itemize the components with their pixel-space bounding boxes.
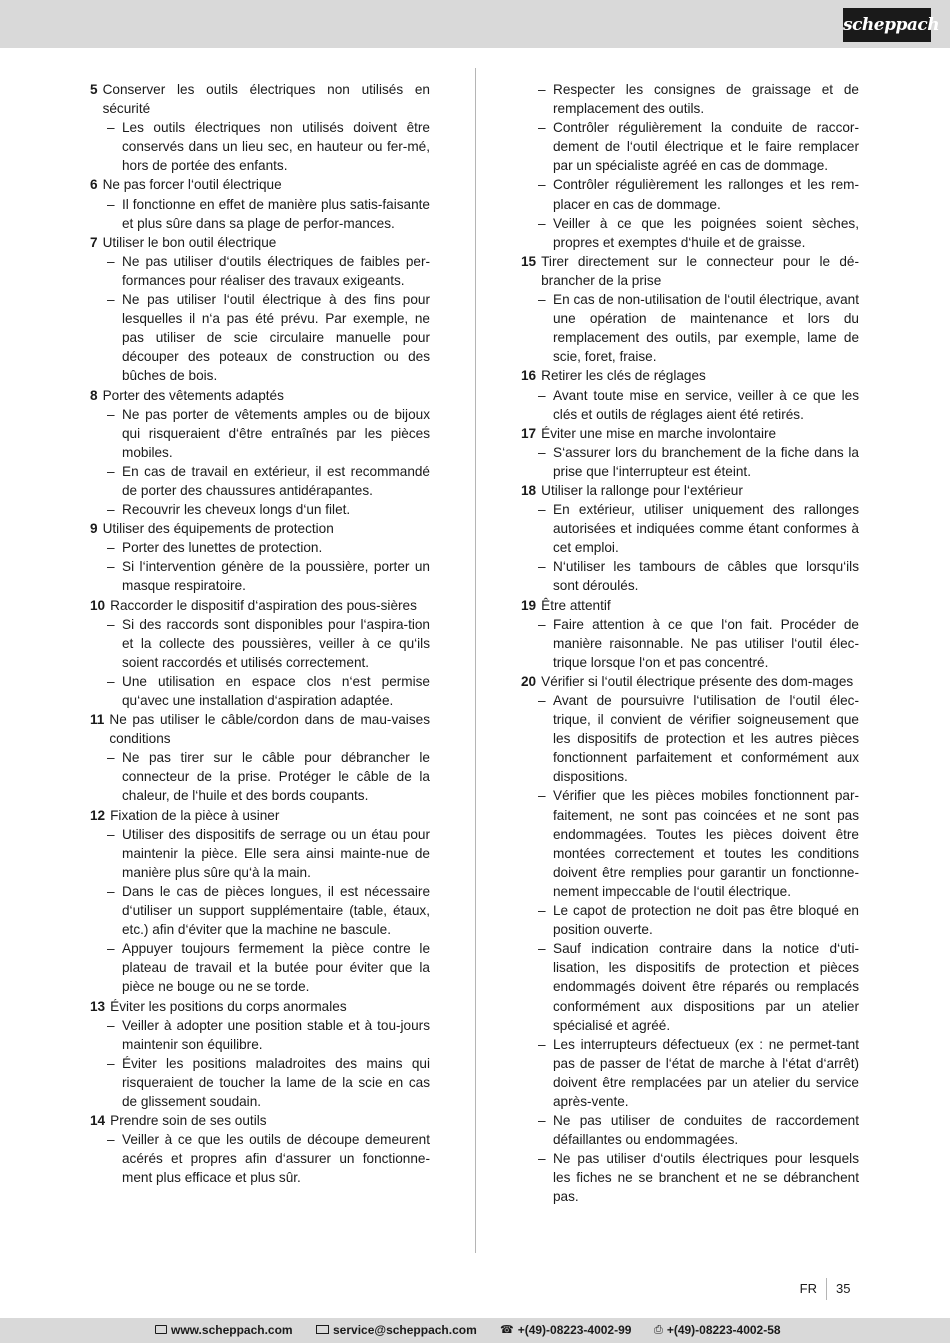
section-number: 10 (90, 597, 106, 613)
section-number: 16 (521, 368, 537, 384)
list-item-text: Éviter les positions maladroites des mains qui risqueraient de toucher la lame de la scie en cas de glissement soudain. (122, 1055, 430, 1109)
list-item-text: Sauf indication contraire dans la notice d‘uti-lisation, les dispositifs de protection et pièces endommagés doivent être réparés ou remplacés conformément aux dispositions par un atelier spécialisé et agréé. (553, 941, 859, 1033)
section-title: Éviter une mise en marche involontaire (541, 425, 777, 441)
dash-bullet: – (107, 120, 115, 136)
list-item-text: Ne pas tirer sur le câble pour débrancher le connecteur de la prise. Protéger le câble de la chaleur, de l‘huile et des bords coupants. (122, 750, 430, 804)
monitor-icon (155, 1325, 167, 1334)
phone-number: +(49)-08223-4002-99 (517, 1323, 632, 1337)
website-contact[interactable] (155, 1318, 293, 1343)
phone-contact (500, 1318, 631, 1343)
list-item (538, 615, 859, 672)
list-item (107, 939, 430, 996)
safety-section (90, 233, 430, 386)
safety-section (90, 386, 430, 520)
safety-section (521, 481, 859, 596)
section-number: 19 (521, 597, 537, 613)
dash-bullet: – (107, 502, 115, 518)
fax-contact (654, 1318, 781, 1343)
list-item-text: En cas de non-utilisation de l‘outil électrique, avant une opération de maintenance et lors du remplacement des outils, par exemple, lame de scie, foret, fraise. (553, 292, 859, 365)
safety-section (521, 366, 859, 423)
list-item-text: En cas de travail en extérieur, il est recommandé de porter des chaussures antidérapantes. (122, 463, 430, 498)
list-item-text: Utiliser des dispositifs de serrage ou un étau pour maintenir la pièce. Elle sera ainsi mainte-nue de manière plus sûre qu‘à la main. (122, 826, 430, 880)
section-title: Conserver les outils électriques non utilisés en sécurité (102, 82, 430, 117)
dash-bullet: – (538, 941, 546, 957)
dash-bullet: – (107, 750, 115, 766)
list-item (107, 195, 430, 233)
list-item-text: Veiller à ce que les outils de découpe demeurent acérés et propres afin d‘assurer un fonctionne-ment plus efficace et plus sûr. (122, 1132, 430, 1186)
list-item (538, 443, 859, 481)
list-item-text: Avant toute mise en service, veiller à ce que les clés et outils de réglages aient été retirés. (553, 387, 859, 422)
dash-bullet: – (538, 693, 546, 708)
list-item (107, 118, 430, 175)
list-item (107, 882, 430, 939)
dash-bullet: – (107, 1132, 115, 1148)
section-heading (90, 519, 430, 538)
section-number: 6 (90, 177, 98, 193)
section-heading (90, 80, 430, 118)
language-label: FR (799, 1281, 817, 1296)
list-item (107, 290, 430, 385)
dash-bullet: – (538, 1036, 546, 1052)
dash-bullet: – (538, 215, 546, 231)
section-number: 5 (90, 82, 98, 97)
list-item (538, 691, 859, 786)
list-item-text: Appuyer toujours fermement la pièce contre le plateau de travail et la butée pour éviter que la pièce ne bouge ou ne se torde. (122, 941, 430, 995)
dash-bullet: – (107, 941, 115, 957)
safety-section (521, 424, 859, 481)
list-item-text: Veiller à ce que les poignées soient sèches, propres et exemptes d‘huile et de graisse. (553, 215, 859, 250)
safety-section (521, 252, 859, 367)
section-title: Ne pas forcer l‘outil électrique (102, 177, 282, 193)
list-item (538, 214, 859, 252)
section-number: 11 (90, 712, 105, 728)
list-item-text: Faire attention à ce que l‘on fait. Procéder de manière raisonnable. Ne pas utiliser l‘outil élec-trique lorsque l‘on et pas concentré. (553, 616, 859, 670)
list-item (107, 538, 430, 557)
dash-bullet: – (538, 1151, 546, 1167)
section-title: Éviter les positions du corps anormales (110, 998, 347, 1014)
fax-icon: ⎙ (654, 1324, 663, 1336)
dash-bullet: – (107, 292, 115, 308)
dash-bullet: – (107, 196, 115, 212)
list-item-text: En extérieur, utiliser uniquement des rallonges autorisées et indiquées comme étant conformes à cet emploi. (553, 502, 859, 556)
dash-bullet: – (538, 903, 546, 919)
phone-icon: ☎ (500, 1324, 514, 1336)
fax-number: +(49)-08223-4002-58 (666, 1323, 781, 1337)
list-item (107, 1016, 430, 1054)
safety-section (90, 519, 430, 595)
dash-bullet: – (538, 559, 546, 575)
safety-section (521, 672, 859, 1207)
list-item (538, 1035, 859, 1111)
right-column (521, 80, 859, 1207)
safety-section (90, 175, 430, 232)
list-item-text: Ne pas utiliser d‘outils électriques pour lesquels les fiches ne se branchent et ne se débranchent pas. (553, 1151, 859, 1205)
email-contact[interactable] (316, 1318, 477, 1343)
section-number: 8 (90, 387, 98, 403)
section-number: 14 (90, 1113, 106, 1129)
list-item (538, 557, 859, 595)
list-item (107, 825, 430, 882)
section-title: Prendre soin de ses outils (110, 1113, 267, 1129)
section-number: 13 (90, 998, 106, 1014)
section-heading (90, 175, 430, 194)
list-item (107, 252, 430, 290)
list-item-text: N‘utiliser les tambours de câbles que lorsqu‘ils sont déroulés. (553, 559, 859, 594)
contact-bar (0, 1318, 950, 1343)
safety-section (521, 80, 859, 252)
header-bar (0, 0, 950, 48)
list-item (538, 118, 859, 175)
list-item-text: Les interrupteurs défectueux (ex : ne permet-tant pas de passer de l‘état de marche à l‘état d‘arrêt) doivent être remplacées par un atelier du service après-vente. (553, 1036, 859, 1109)
page-number: 35 (836, 1281, 851, 1296)
list-item-text: Avant de poursuivre l‘utilisation de l‘outil élec-trique, il convient de vérifier soigneusement que les dispositifs de protection et les autres pièces fonctionnent parfaitement et conformément aux dispositions. (553, 693, 859, 785)
section-number: 7 (90, 234, 98, 250)
list-item (538, 1111, 859, 1149)
dash-bullet: – (107, 540, 115, 556)
section-number: 9 (90, 521, 98, 537)
dash-bullet: – (538, 177, 546, 193)
section-number: 20 (521, 673, 537, 689)
safety-section (90, 806, 430, 997)
section-title: Utiliser des équipements de protection (102, 521, 334, 537)
section-title: Fixation de la pièce à usiner (110, 807, 280, 823)
list-item-text: Respecter les consignes de graissage et de remplacement des outils. (553, 82, 859, 117)
section-heading (90, 997, 430, 1016)
dash-bullet: – (538, 502, 546, 518)
list-item-text: Une utilisation en espace clos n‘est permise qu‘avec une installation d‘aspiration adaptée. (122, 673, 430, 708)
list-item-text: Les outils électriques non utilisés doivent être conservés dans un lieu sec, en hauteur ou fer-mé, hors de portée des enfants. (122, 120, 430, 174)
list-item-text: Veiller à adopter une position stable et à tou-jours maintenir son équilibre. (122, 1017, 430, 1052)
list-item-text: Contrôler régulièrement les rallonges et les rem-placer en cas de dommage. (553, 177, 859, 212)
list-item-text: Ne pas utiliser l‘outil électrique à des fins pour lesquelles il n‘a pas été prévu. Par exemple, ne pas utiliser de scie circulaire manuelle pour découper des poteaux de construction ou des bûches de bois. (122, 292, 430, 384)
list-item (538, 175, 859, 213)
dash-bullet: – (538, 292, 546, 308)
list-item (107, 405, 430, 462)
section-title: Raccorder le dispositif d‘aspiration des pous-sières (110, 597, 417, 613)
section-heading (90, 596, 430, 615)
list-item (107, 1054, 430, 1111)
section-title: Retirer les clés de réglages (541, 368, 706, 384)
list-item (538, 386, 859, 424)
section-heading (521, 366, 859, 385)
dash-bullet: – (538, 616, 546, 632)
dash-bullet: – (538, 387, 546, 403)
list-item (538, 901, 859, 939)
dash-bullet: – (107, 673, 115, 689)
section-heading (521, 596, 859, 615)
dash-bullet: – (538, 1113, 546, 1129)
list-item (538, 80, 859, 118)
dash-bullet: – (107, 406, 115, 422)
list-item-text: Ne pas porter de vêtements amples ou de bijoux qui risqueraient d‘être entraînés par les pièces mobiles. (122, 406, 430, 460)
section-heading (90, 806, 430, 825)
list-item (538, 1149, 859, 1206)
safety-section (90, 710, 430, 805)
list-item-text: Ne pas utiliser de conduites de raccordement défaillantes ou endommagées. (553, 1113, 859, 1148)
list-item-text: Contrôler régulièrement la conduite de raccor-dement de l‘outil électrique et le faire remplacer par un spécialiste agréé en cas de dommage. (553, 120, 859, 174)
list-item (538, 500, 859, 557)
safety-section (90, 80, 430, 175)
list-item-text: Ne pas utiliser d‘outils électriques de faibles per-formances pour réaliser des travaux exigeants. (122, 253, 430, 288)
email-link[interactable]: service@scheppach.com (333, 1323, 477, 1337)
list-item-text: Le capot de protection ne doit pas être bloqué en position ouverte. (553, 903, 859, 938)
section-number: 12 (90, 807, 106, 823)
dash-bullet: – (107, 616, 115, 632)
safety-section (521, 596, 859, 672)
safety-section (90, 997, 430, 1112)
section-heading (521, 252, 859, 290)
list-item-text: Recouvrir les cheveux longs d‘un filet. (122, 502, 351, 518)
dash-bullet: – (107, 253, 115, 269)
list-item-text: S‘assurer lors du branchement de la fiche dans la prise que l‘interrupteur est éteint. (553, 444, 859, 479)
safety-section (90, 1111, 430, 1187)
section-heading (90, 710, 430, 748)
section-title: Ne pas utiliser le câble/cordon dans de mau-vaises conditions (109, 712, 430, 747)
section-number: 17 (521, 425, 537, 441)
list-item (538, 786, 859, 901)
list-item-text: Il fonctionne en effet de manière plus satis-faisante et plus sûre dans sa plage de perfor-mances. (122, 196, 430, 231)
safety-section (90, 596, 430, 711)
mail-icon (316, 1325, 329, 1334)
section-title: Porter des vêtements adaptés (102, 387, 284, 403)
section-title: Être attentif (541, 597, 611, 613)
list-item (107, 672, 430, 710)
brand-logo: scheppach (843, 8, 931, 42)
section-title: Vérifier si l‘outil électrique présente des dom-mages (541, 673, 854, 689)
list-item (107, 462, 430, 500)
dash-bullet: – (107, 463, 115, 479)
section-number: 18 (521, 482, 537, 498)
section-heading (90, 1111, 430, 1130)
section-title: Utiliser le bon outil électrique (102, 234, 277, 250)
list-item (107, 615, 430, 672)
column-divider (475, 68, 476, 1253)
dash-bullet: – (107, 1017, 115, 1033)
list-item-text: Dans le cas de pièces longues, il est nécessaire d‘utiliser un support supplémentaire (table, étaux, etc.) afin d‘éviter que la machine ne bascule. (122, 883, 430, 938)
list-item (538, 939, 859, 1034)
dash-bullet: – (107, 1055, 115, 1071)
dash-bullet: – (107, 559, 115, 575)
section-heading (521, 481, 859, 500)
list-item (107, 500, 430, 519)
left-column (90, 80, 430, 1187)
page-footer (0, 1281, 950, 1301)
website-link[interactable]: www.scheppach.com (171, 1323, 293, 1337)
list-item-text: Vérifier que les pièces mobiles fonctionnent par-faitement, ne sont pas coincées et ne sont pas endommagées. Toutes les pièces doivent être montées correctement et toutes les conditions doivent être remplies pour garantir un fonctionne-nement impeccable de l‘outil électrique. (553, 788, 859, 899)
dash-bullet: – (538, 82, 546, 97)
list-item (107, 557, 430, 595)
section-heading (521, 672, 859, 691)
dash-bullet: – (538, 788, 546, 804)
section-heading (521, 424, 859, 443)
section-number: 15 (521, 253, 537, 269)
dash-bullet: – (107, 883, 115, 899)
section-heading (90, 233, 430, 252)
list-item (107, 1130, 430, 1187)
section-title: Tirer directement sur le connecteur pour le dé-brancher de la prise (541, 253, 859, 288)
list-item-text: Si des raccords sont disponibles pour l‘aspira-tion et la collecte des poussières, veiller à ce qu‘ils soient raccordés et utilisés correctement. (122, 616, 430, 670)
list-item (107, 748, 430, 805)
section-heading (90, 386, 430, 405)
section-title: Utiliser la rallonge pour l‘extérieur (541, 482, 743, 498)
dash-bullet: – (538, 444, 546, 460)
dash-bullet: – (538, 120, 546, 136)
dash-bullet: – (107, 826, 115, 842)
list-item (538, 290, 859, 366)
list-item-text: Porter des lunettes de protection. (122, 540, 323, 556)
list-item-text: Si l‘intervention génère de la poussière, porter un masque respiratoire. (122, 559, 430, 594)
page-separator (826, 1278, 827, 1300)
